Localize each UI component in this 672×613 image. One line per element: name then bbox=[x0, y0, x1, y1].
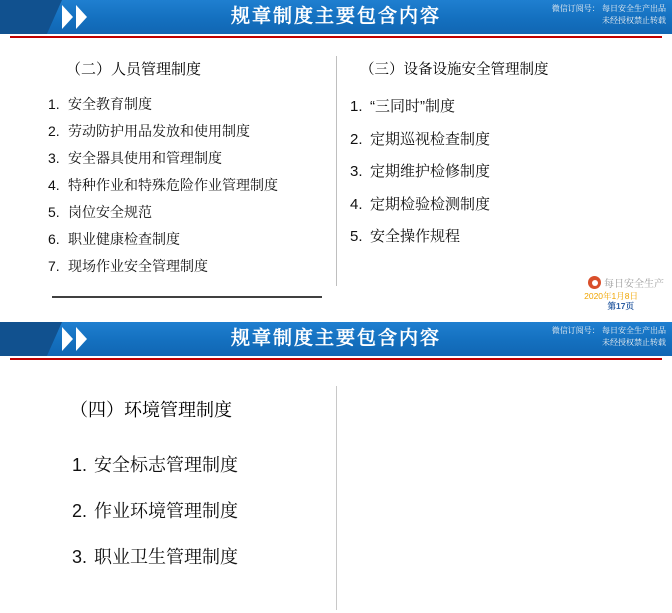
list-item-label: 安全操作规程 bbox=[370, 228, 461, 245]
watermark-label: 每日安全生产 bbox=[604, 279, 664, 290]
slide-2 bbox=[0, 322, 672, 613]
list-item bbox=[48, 199, 338, 226]
list-item-number: 2. bbox=[72, 501, 88, 521]
list-item-number: 1. bbox=[48, 96, 60, 112]
page-number: 第17页 bbox=[607, 301, 634, 311]
list-item bbox=[350, 124, 650, 157]
right-column-list bbox=[350, 91, 650, 254]
right-column-heading: （三）设备设施安全管理制度 bbox=[360, 62, 549, 78]
list-item-number: 1. bbox=[72, 455, 88, 475]
list-item-label: 职业卫生管理制度 bbox=[94, 547, 238, 567]
list-item-label: 作业环境管理制度 bbox=[94, 501, 238, 521]
list-item-number: 1. bbox=[350, 98, 363, 115]
list-item-label: 安全器具使用和管理制度 bbox=[68, 150, 222, 166]
list-item-label: 劳动防护用品发放和使用制度 bbox=[68, 123, 250, 139]
list-item-label: 定期维护检修制度 bbox=[370, 163, 491, 180]
slide-2-list bbox=[72, 442, 238, 580]
list-item bbox=[48, 91, 338, 118]
list-item bbox=[350, 189, 650, 222]
slide-1-content bbox=[0, 38, 672, 314]
watermark bbox=[588, 275, 664, 290]
list-item-label: “三同时”制度 bbox=[370, 98, 455, 115]
list-item-label: 定期巡视检查制度 bbox=[370, 130, 491, 148]
list-item-number: 5. bbox=[48, 204, 60, 220]
list-item bbox=[72, 488, 238, 534]
right-column bbox=[350, 58, 650, 254]
list-item bbox=[48, 172, 338, 199]
slide-1-banner-subtitle bbox=[552, 3, 666, 27]
slide-1-title: 规章制度主要包含内容 bbox=[230, 6, 441, 27]
list-item-number: 2. bbox=[350, 130, 363, 148]
list-item-number: 4. bbox=[350, 195, 363, 213]
slide-1-banner bbox=[0, 0, 672, 34]
list-item bbox=[350, 156, 650, 189]
column-divider bbox=[336, 386, 337, 610]
left-column-heading: （二）人员管理制度 bbox=[66, 61, 202, 78]
list-item-label: 安全教育制度 bbox=[68, 96, 152, 112]
slide-2-heading: （四）环境管理制度 bbox=[70, 400, 232, 420]
slide-2-banner bbox=[0, 322, 672, 356]
list-item-label: 职业健康检查制度 bbox=[68, 231, 180, 247]
banner-sub-line-1: 微信订阅号： 每日安全生产出品 bbox=[551, 4, 666, 13]
list-item bbox=[48, 253, 338, 280]
list-item bbox=[48, 118, 338, 145]
slide-2-title: 规章制度主要包含内容 bbox=[230, 328, 441, 349]
list-item bbox=[350, 91, 650, 124]
list-item bbox=[48, 145, 338, 172]
date-stamp: 2020年1月8日 bbox=[584, 291, 638, 301]
banner-sub-line-1: 微信订阅号： 每日安全生产出品 bbox=[551, 326, 666, 335]
list-item-number: 2. bbox=[48, 123, 60, 139]
list-item bbox=[48, 226, 338, 253]
left-column bbox=[48, 58, 338, 280]
list-item-number: 3. bbox=[350, 163, 363, 180]
list-item-label: 安全标志管理制度 bbox=[94, 455, 238, 475]
list-item-number: 5. bbox=[350, 228, 363, 245]
list-item-label: 岗位安全规范 bbox=[68, 204, 152, 220]
slide-2-banner-subtitle bbox=[552, 325, 666, 349]
list-item bbox=[72, 534, 238, 580]
list-item-number: 3. bbox=[72, 547, 88, 567]
left-column-list bbox=[48, 91, 338, 280]
list-item-number: 4. bbox=[48, 177, 60, 193]
list-item-number: 6. bbox=[48, 231, 60, 247]
list-item-label: 定期检验检测制度 bbox=[370, 195, 491, 213]
list-item-label: 现场作业安全管理制度 bbox=[68, 258, 208, 274]
list-item bbox=[72, 442, 238, 488]
list-item-label: 特种作业和特殊危险作业管理制度 bbox=[68, 177, 278, 193]
list-item bbox=[350, 221, 650, 254]
wechat-account-logo-icon bbox=[588, 276, 601, 289]
left-column-underline bbox=[52, 296, 322, 298]
list-item-number: 7. bbox=[48, 258, 60, 274]
slide-2-content bbox=[0, 360, 672, 610]
list-item-number: 3. bbox=[48, 150, 60, 166]
banner-sub-line-2: 未经授权禁止转载 bbox=[602, 338, 666, 347]
banner-sub-line-2: 未经授权禁止转载 bbox=[602, 16, 666, 25]
